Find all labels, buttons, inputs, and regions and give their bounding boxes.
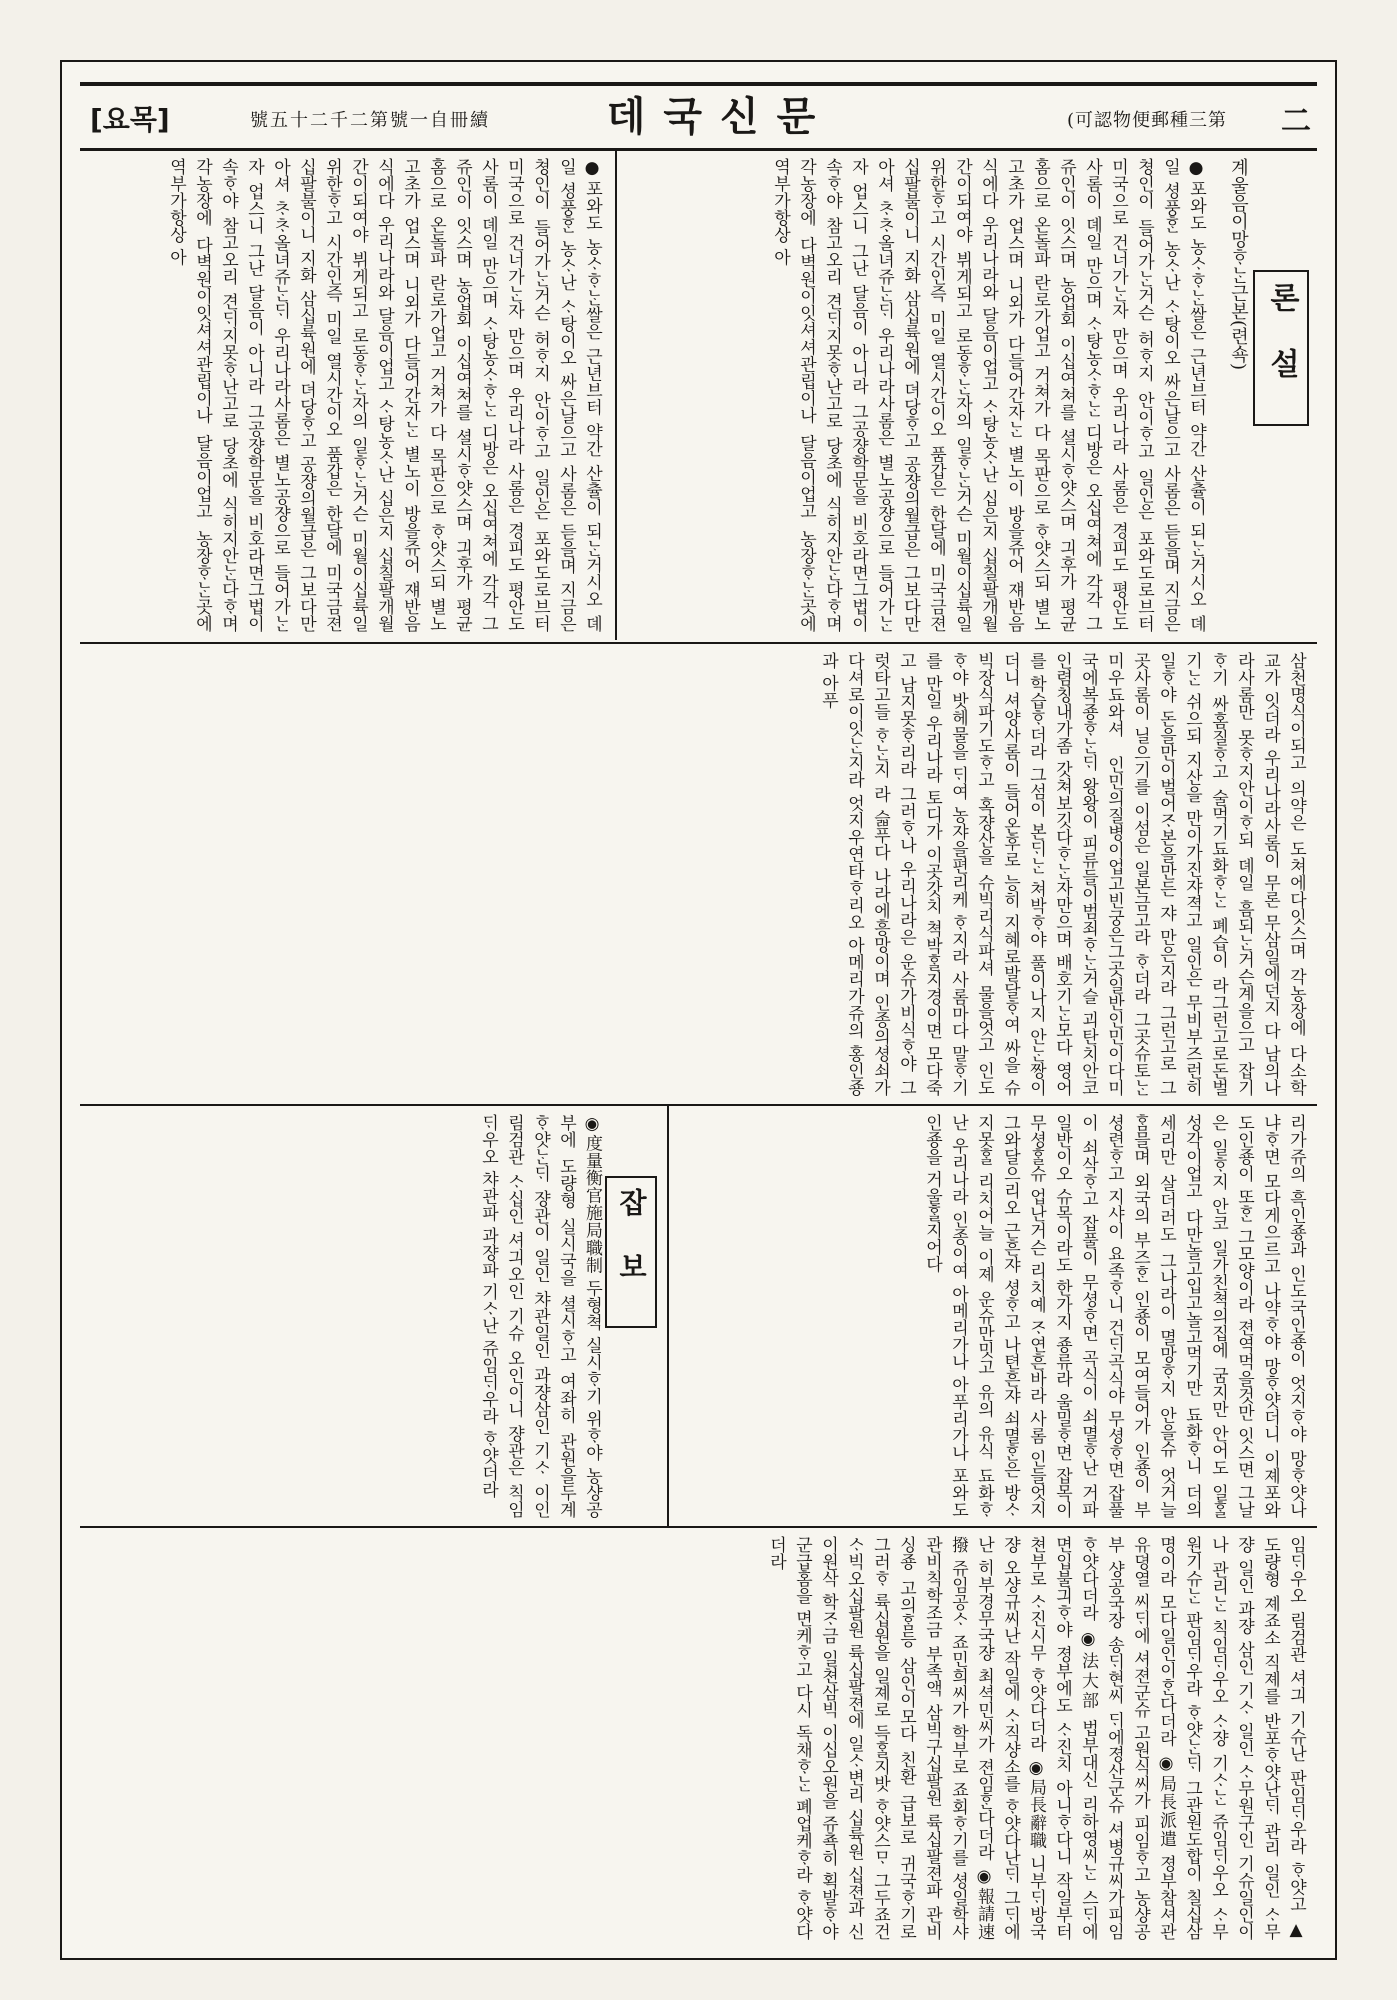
page-number: 二 [1281, 104, 1311, 139]
article-band-3 [80, 1104, 1317, 1526]
article-body-3: 리가쥬의 흑인죵과 인도국인죵이 엇지ᄒᆞ야 망ᄒᆞ얏나냐ᄒᆞ면 모다게으르고 나약ᄒᆞ야 망ᄒᆞ얏더니 이졔포와도인죵이 또ᄒᆞᆫ 그모양이라 젼역먹을것만 잇스면 그날은 일ᄒᆞ지 안코 일가친쳑의집에 굼지만 안어도 일ᄒᆞᆯ성각이업고 다만놀고입고놀고먹기만 됴화ᄒᆞ니 더의세리만 살더러도 그나라이 멸망ᄒᆞ지 안을슈 엇거늘 ᄒᆞᆷ믈며 외국의 부즈ᄒᆞᆫ 인죵이 모여들어가 인죵이 부셩련ᄒᆞ고 지샤이 요족ᄒᆞ니 건ᄃᆡ곡식야 무셩ᄒᆞ면 잡풀이 쇠삭ᄒᆞ고 잡풀이 무셩ᄒᆞ면 곡식이 쇠멸ᄒᆞ난 거파 일반이오 슈목이라도 한가지 죵류라 울밀ᄒᆞ면 잡목이 무셩ᄒᆞᆯ슈 업난거슨 리치예 ᄌᆞ연흔바라 사롬 인들엇지 그와달으리오 근흔쟈 셩ᄒᆞ고 나텬흔쟈 쇠멸ᄒᆞᆫ은 방ᄉᆞ지못ᄒᆞᆯ 리치어늘 이졔 운슈만밋고 유의 유식 됴화ᄒᆞ난 우리나라 인종이여 아메리가나 아푸리가나 포와도 인죵을 거울ᄒᆞᆯ지어다 [922, 1114, 1306, 1518]
newspaper-page [60, 60, 1337, 1960]
column-divider [615, 150, 617, 640]
article-band-4 [80, 1526, 1317, 1948]
newspaper-title: 데국신문 [606, 93, 834, 140]
editorial-continued: ●포와도 농ᄉᆞᄒᆞᄂᆞᆫ쌀은 근년브터 약간 산츌이 되ᄂᆞᆫ거시오 뎨일 셩풍ᄒᆞᆫ 농ᄉᆞ난 ᄉᆞ탕이오 싸은날으고 사롬은 듣을며 지금은 쳥인이 들어가ᄂᆞᆫ거슨 허ᄒᆞ지 안이ᄒᆞ고 일인은 포와도로브터 미국으로 건너가ᄂᆞᆫ자 만으며 우리나라 사롬은 경피도 평안도 사롬이 뎨일 만으며 ᄉᆞ탕농ᄉᆞᄒᆞᄂᆞᆫ 디방은 오십여쳐에 각각 그쥬인이 잇스며 농업회 이십여쳐를 셜시ᄒᆞ얏스며 긔후가 평균홈으로 온돌파 란로가업고 거쳐가 다 목판으로 ᄒᆞ얏스되 별노 고초가 업스며 니외가 다들어간자ᄂᆞᆫ 별노이 방을쥬어 쟤반음식에다 우리나라와 달음이업고 ᄉᆞ탕농ᄉᆞ난 십은지 십칠팔개월간이되여야 뷔게되고 로동ᄒᆞᄂᆞᆫ자의 일ᄒᆞᄂᆞᆫ거슨 미월이십륙일위한ᄒᆞ고 시간인즉 미일 열시간이오 품갑은 한달에 미국금젼 십팔불이니 지화 삼십륙원에 뎌당ᄒᆞ고 공쟝의월급은 그보다만아셔 ᄎᆞᄎᆞ올녀쥬ᄂᆞᆫᄃᆡ 우리나라사롬은 별노공쟝으로 들어가ᄂᆞᆫ자 업스니 그난 달음이 아니라 그공쟝학문을 비호라면그법이속ᄒᆞ야 참고오리 견ᄃᆡ지못ᄒᆞ난고로 당초에 식히지안ᄂᆞᆫ다ᄒᆞ며 각농장에 다벽원이잇셔셔관립이나 달음이업고 농장ᄒᆞᄂᆞᆫ곳에 역부가항상 아 [166, 158, 602, 632]
masthead [80, 82, 1317, 151]
issue-range: 號五十二千二第號一自冊續 [250, 110, 490, 131]
editorial-heading: 론설 [1253, 270, 1309, 426]
news-body-continued: 임ᄃᆡ우오 림검관 셔긔 기슈난 판임ᄃᆡ우라 ᄒᆞ얏고 ▲도량형 졔죠소 직졔를 반포ᄒᆞ얏난ᄃᆡ 관리 일인 ᄉᆞ무쟝 일인 과쟝 삼인 기ᄉᆞ 일인 ᄉᆞ무원구인 기슈일인이나 관리ᄂᆞᆫ 칙임ᄃᆡ우오 ᄉᆞ쟝 기ᄉᆞᄂᆞᆫ 쥬임ᄃᆡ우오 ᄉᆞ무원기슈ᄂᆞᆫ 판임ᄃᆡ우라 ᄒᆞ얏ᄂᆞᆫᄃᆡ 그관원도합이 칠십삼명이라 모다일인이ᄒᆞᆫ다더라 ◉局長派遣 졍부참셔관 유뎡열 씨ᄃᆡ에 셔젼군슈 고원식씨가 피임ᄒᆞ고 농샹공부 샹공국장 송ᄃᆡ현씨 ᄃᆡ에졍산군슈 셔병규씨가피임ᄒᆞ얏다더라 ◉法大部 법부대신 리하영씨ᄂᆞᆫ 스ᄃᆡ에 면입불긔ᄒᆞ야 졍부에도 ᄉᆞ진치 아니ᄒᆞ다니 작일부터 쳔부로 ᄉᆞ진시무 ᄒᆞ얏다더라 ◉局長辭職 니부ᄃᆡ방국쟝 오샹규씨난 작일에 ᄉᆞ직샹소를 ᄒᆞ얏다난ᄃᆡ 그ᄃᆡ에난 히부경무국쟝 최셕민씨가 젼임ᄒᆞᆫ다더라 ◉報請速撥 쥬임공ᄉᆞ 죠민희씨가 학부로 죠회ᄒᆞ기를 셩일학샤 관비칙학조금 부족액 삼빅구십팔원 륙십팔젼파 관비싱죵 고의ᄒᆞᆷ등 삼인이모다 친환 급보로 귀국ᄒᆞ기로 그러ᄒᆞ 륙십원을 일졔로 득ᄒᆞᆯ지밧 ᄒᆞ얏스ᄆᆞ 그두죠건 ᄉᆞ빅오십팔원 륙십팔젼에 일ᄉᆞ변리 십륙원 십젼과 신이원삭 학ᄌᆞ금 일쳔삼빅 이십오원을 쥬쵹히 획발ᄒᆞ야 군급홈을 면케ᄒᆞ고 다시 독채ᄒᆞᄂᆞᆫ 폐업케ᄒᆞ라 ᄒᆞ얏다더라 [766, 1536, 1306, 1940]
section-label: [요목] [90, 103, 170, 136]
postal-registration: (可認物便郵種三第 [1066, 110, 1227, 131]
editorial-band [80, 150, 1317, 640]
column-divider [667, 1106, 669, 1526]
editorial-body: ●포와도 농ᄉᆞᄒᆞᄂᆞᆫ쌀은 근년브터 약간 산츌이 되ᄂᆞᆫ거시오 뎨일 셩풍ᄒᆞᆫ 농ᄉᆞ난 ᄉᆞ탕이오 싸은날으고 사롬은 듣을며 지금은 쳥인이 들어가ᄂᆞᆫ거슨 허ᄒᆞ지 안이ᄒᆞ고 일인은 포와도로브터 미국으로 건너가ᄂᆞᆫ자 만으며 우리나라 사롬은 경피도 평안도 사롬이 뎨일 만으며 ᄉᆞ탕농ᄉᆞᄒᆞᄂᆞᆫ 디방은 오십여쳐에 각각 그쥬인이 잇스며 농업회 이십여쳐를 셜시ᄒᆞ얏스며 긔후가 평균홈으로 온돌파 란로가업고 거쳐가 다 목판으로 ᄒᆞ얏스되 별노 고초가 업스며 니외가 다들어간자ᄂᆞᆫ 별노이 방을쥬어 쟤반음식에다 우리나라와 달음이업고 ᄉᆞ탕농ᄉᆞ난 십은지 십칠팔개월간이되여야 뷔게되고 로동ᄒᆞᄂᆞᆫ자의 일ᄒᆞᄂᆞᆫ거슨 미월이십륙일위한ᄒᆞ고 시간인즉 미일 열시간이오 품갑은 한달에 미국금젼 십팔불이니 지화 삼십륙원에 뎌당ᄒᆞ고 공쟝의월급은 그보다만아셔 ᄎᆞᄎᆞ올녀쥬ᄂᆞᆫᄃᆡ 우리나라사롬은 별노공쟝으로 들어가ᄂᆞᆫ자 업스니 그난 달음이 아니라 그공쟝학문을 비호라면그법이속ᄒᆞ야 참고오리 견ᄃᆡ지못ᄒᆞ난고로 당초에 식히지안ᄂᆞᆫ다ᄒᆞ며 각농장에 다벽원이잇셔셔관립이나 달음이업고 농장ᄒᆞᄂᆞᆫ곳에 역부가항상 아 [770, 158, 1206, 632]
article-band-2 [80, 642, 1317, 1104]
news-heading: 잡보 [605, 1176, 657, 1328]
editorial-subtitle: 계울음이망ᄒᆞᄂᆞᆫ근본(련쇽) [1228, 158, 1249, 371]
article-body-2: 삼천명식이되고 의약은 도쳐에다잇스며 각농장에 다소학교가 잇더라 우리나라사롬이 무론 무삼일에던지 다 남의나라사롬만 못ᄒᆞ지안이ᄒᆞ되 뎨일 흠되ᄂᆞᆫ거슨계을으고 잡기ᄒᆞ기 싸홈질ᄒᆞ고 술먹기됴화ᄒᆞᄂᆞᆫ 폐습이 라그런고로돈벌기ᄂᆞᆫ 쉬으되 지산을 만이가진쟈젹고 일인은 무비부즈런히 일ᄒᆞ야 돈을만이벌어ᄌᆞ본을만든 쟈 만은지라 그런고로 그곳사롬이 닐으기를 이섬은 일본금고라 ᄒᆞ더라 그곳슈토ᄂᆞᆫ 미우됴와셔 인민의질병이업고빈궁은그곳일반인민이다미국에복죵ᄒᆞᄂᆞᆫᄃᆡ 왕왕이 피류들이범죄ᄒᆞᄂᆞᆫ거슬 괴탄치안코 인렴칭내가좀 갓쳐보깃다ᄒᆞᄂᆞᆫ자만으며 배호기ᄂᆞᆫ모다 영어를 학습ᄒᆞ더라 그섬이 본ᄃᆡᄂᆞᆫ 쳐박ᄒᆞ야 풀이나지 안ᄂᆞᆫ짱이더니 셔양사롬이 들어온후로 능히 지혜로발달ᄒᆞ여 싸을 슈빅장식파기도ᄒᆞ고 혹쟝산을 슈빅리식파셔 물을엇고 인도ᄒᆞ야 밧헤물을 ᄃᆡ여 농쟈을편리케 ᄒᆞ지라 사롬마다 말ᄒᆞ기를 만일 우리나라 토디가 이곳갓치 쳑박ᄒᆞᆯ지경이면 모다죽고 남지못ᄒᆞ리라 그러ᄒᆞ나 우리나라은 운슈가비식ᄒᆞ야 그럿타고들 ᄒᆞᄂᆞᆫ지 라 슯푸다 나라에흥망이며 인종의셩쇠가 다셔로이잇ᄂᆞᆫ지라 엇지우연타ᄒᆞ리오 아메리가쥬의 홍인죵과 아푸 [818, 652, 1306, 1096]
news-body: ◉度量衡官施局職制 두형쳑 실시ᄒᆞ기 위ᄒᆞ야 농샹공부에 도량형 실시국을 셜시ᄒᆞ고 여좌히 관원을두계 ᄒᆞ얏ᄂᆞᆫᄃᆡ 쟝관이 일인 챠관일인 과쟝삼인 기ᄉᆞ 이인 림검관 ᄉᆞ십인 셔긔오인 기슈 오인이니 쟝관은 칙임ᄃᆡ우오 챠관파 과쟝파 기ᄉᆞ난 쥬임ᄃᆡ우라 ᄒᆞ얏더라 [478, 1114, 602, 1518]
